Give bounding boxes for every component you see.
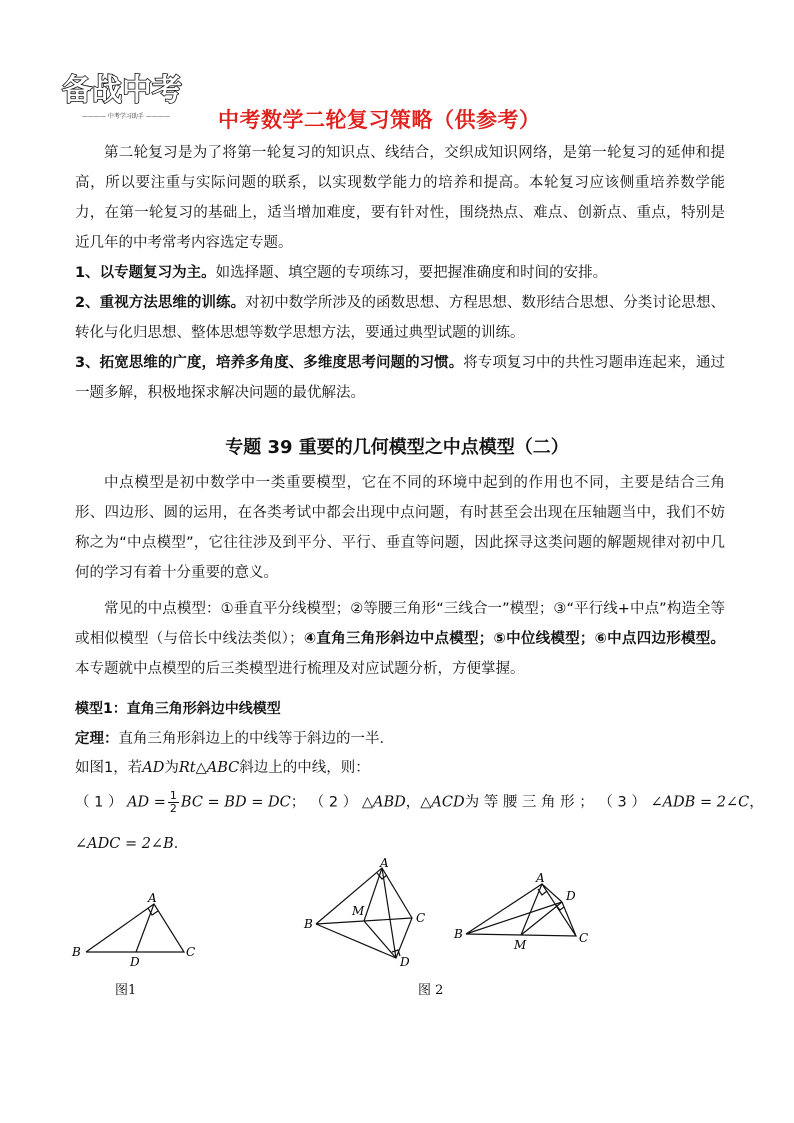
fig2a-label-c: C xyxy=(416,911,426,925)
result-3-angle-adb: ∠ADB = 2∠C xyxy=(650,794,750,811)
fraction-denominator: 2 xyxy=(169,802,177,815)
result-2-triangle-abd: △ABD xyxy=(361,794,406,811)
theorem-line xyxy=(75,727,394,748)
strategy-point-2-heading: 2、重视方法思维的训练。 xyxy=(75,295,246,311)
fig2a-label-b: B xyxy=(304,917,313,931)
theorem-label: 定理： xyxy=(75,731,119,747)
logo-text: 备战中考 xyxy=(62,73,182,108)
topic-paragraph-2-c: 本专题就中点模型的后三类模型进行梳理及对应试题分析，方便掌握。 xyxy=(75,661,525,677)
strategy-point-2-text: 对初中数学所涉及的函数思想、方程思想、数形结合思想、分类讨论思想、转化与化归思想、整体思想等数学思想方法，要通过典型试题的训练。 xyxy=(75,295,725,341)
result-line-1 xyxy=(75,790,764,815)
fig2b-label-a: A xyxy=(536,871,545,885)
condition-prefix: 如图1，若 xyxy=(75,760,143,776)
strategy-point-3 xyxy=(75,348,725,408)
strategy-point-3-heading: 3、拓宽思维的广度，培养多角度、多维度思考问题的习惯。 xyxy=(75,355,464,371)
logo-subtext: ———— 中考学习助手 ———— xyxy=(82,113,170,120)
condition-ad: AD xyxy=(142,760,165,776)
result-1-label: （ 1 ） xyxy=(75,794,123,811)
fig1-triangle xyxy=(86,904,184,952)
fraction-half xyxy=(168,790,179,815)
topic-title: 专题 39 重要的几何模型之中点模型（二） xyxy=(225,437,569,458)
fig1-median xyxy=(136,904,154,952)
condition-mid: 为 xyxy=(164,760,179,776)
intro-paragraph: 第二轮复习是为了将第一轮复习的知识点、线结合，交织成知识网络，是第一轮复习的延伸和提高，所以要注重与实际问题的联系，以实现数学能力的培养和提高。本轮复习应该侧重培养数学能力，在第一轮复习的基础上，适当增加难度，要有针对性，围绕热点、难点、创新点、重点，特别是近几年的中考常考内容选定专题。 xyxy=(75,145,725,251)
fig2b-label-c: C xyxy=(579,931,589,945)
fig2a-label-a: A xyxy=(380,858,389,870)
result-3-end: ． xyxy=(173,836,189,852)
fraction-numerator: 1 xyxy=(169,789,177,802)
fig1-label-c: C xyxy=(186,945,196,959)
figure-2a-diagram xyxy=(300,858,440,970)
result-2-comma: ， xyxy=(405,794,421,811)
page-title: 中考数学二轮复习策略（供参考） xyxy=(218,108,541,132)
logo xyxy=(58,66,208,122)
strategy-point-3-text: 将专项复习中的共性习题串连起来，通过一题多解，积极地探求解决问题的最优解法。 xyxy=(75,355,726,401)
result-2-label: （ 2 ） xyxy=(309,794,358,811)
fig2a-label-d: D xyxy=(400,955,410,969)
result-1-sep: ； xyxy=(290,794,306,811)
model-1-heading: 模型1：直角三角形斜边中线模型 xyxy=(75,701,281,717)
fig1-label-a: A xyxy=(148,891,157,905)
result-3-label: （ 3 ） xyxy=(598,794,646,811)
result-1-rhs: BC = BD = DC xyxy=(180,794,291,811)
result-3-comma: ， xyxy=(749,794,764,811)
result-2-triangle-acd: △ACD xyxy=(420,794,465,811)
condition-line xyxy=(75,756,370,777)
figure-2b-diagram xyxy=(452,870,598,954)
result-3-angle-adc: ∠ADC = 2∠B xyxy=(75,836,174,852)
topic-paragraph-2 xyxy=(75,594,725,684)
topic-paragraph-2-a: 常见的中点模型：①垂直平分线模型；②等腰三角形“三线合一”模型；③“平行线+中点”构造全等或相似模型（与倍长中线法类似）； xyxy=(75,601,725,647)
condition-suffix: 斜边上的中线，则： xyxy=(239,760,370,776)
strategy-point-2 xyxy=(75,288,725,348)
strategy-point-1-heading: 1、以专题复习为主。 xyxy=(75,265,216,281)
theorem-text: 直角三角形斜边上的中线等于斜边的一半． xyxy=(118,731,394,747)
figure-2-caption: 图 2 xyxy=(418,983,444,998)
topic-paragraph-1: 中点模型是初中数学中一类重要模型，它在不同的环境中起到的作用也不同，主要是结合三角形、四边形、圆的运用，在各类考试中都会出现中点问题，有时甚至会出现在压轴题当中，我们不妨称之为“中点模型”，它往往涉及到平分、平行、垂直等问题，因此探寻这类问题的解题规律对初中几何的学习有着十分重要的意义。 xyxy=(75,475,725,581)
strategy-point-1-text: 如选择题、填空题的专项练习，要把握准确度和时间的安排。 xyxy=(215,265,608,281)
fig2b-label-d: D xyxy=(566,889,576,903)
fig2b-side-dc xyxy=(562,902,576,936)
result-line-2 xyxy=(75,832,188,853)
figure-1-diagram xyxy=(68,888,208,968)
fig2a-label-m: M xyxy=(352,904,365,918)
fig2b-label-m: M xyxy=(514,938,527,952)
fig1-label-d: D xyxy=(130,955,140,968)
fig2b-side-bd xyxy=(466,902,562,934)
condition-triangle: Rt△ABC xyxy=(178,760,240,776)
topic-paragraph-2-bold: ④直角三角形斜边中点模型；⑤中位线模型；⑥中点四边形模型。 xyxy=(303,631,725,647)
result-2-text: 为 等 腰 三 角 形 ； xyxy=(464,794,594,811)
fig1-label-b: B xyxy=(72,945,81,959)
strategy-point-1 xyxy=(75,258,725,288)
fig2b-label-b: B xyxy=(454,927,463,941)
figure-1-caption: 图1 xyxy=(115,983,137,998)
result-1-lhs: AD = xyxy=(127,794,166,811)
